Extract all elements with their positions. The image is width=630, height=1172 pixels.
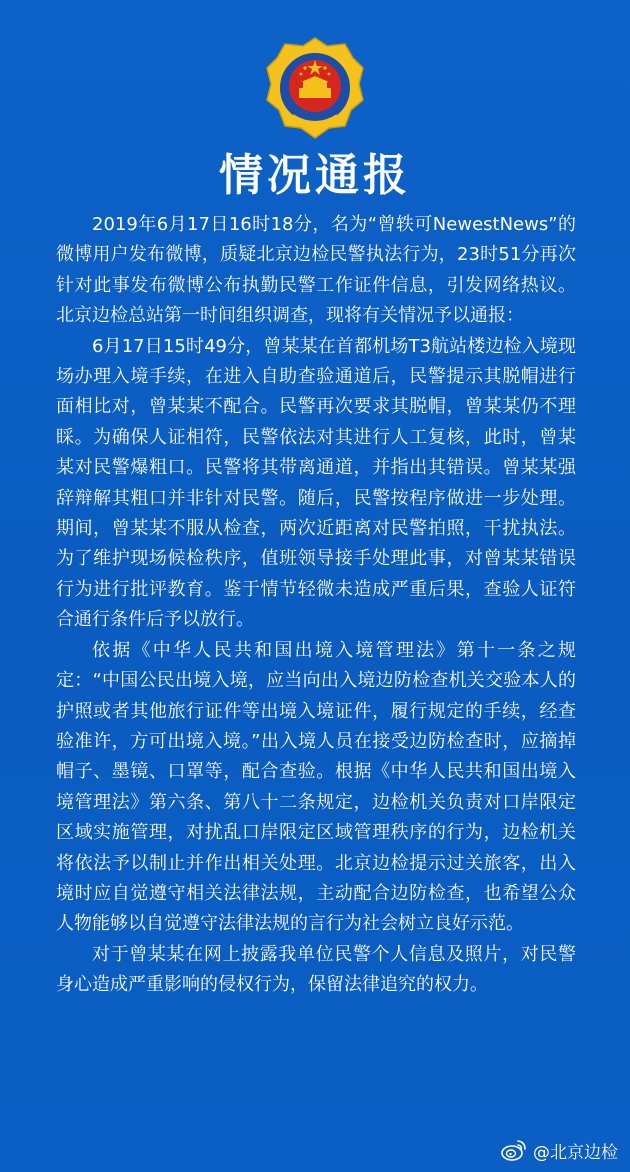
paragraph-reservation: 对于曾某某在网上披露我单位民警个人信息及照片，对民警身心造成严重影响的侵权行为，保留法律追究的权力。 <box>56 943 576 996</box>
paragraph-incident: 6月17日15时49分，曾某某在首都机场T3航站楼边检入境现场办理入境手续，在进入自助查验通道后，民警提示其脱帽进行面相比对，曾某某不配合。民警再次要求其脱帽，曾某某仍不理睬。为确保人证相符，民警依法对其进行人工复核，此时，曾某某对民警爆粗口。民警将其带离通道，并指出其错误。曾某某强辞辩解其粗口并非针对民警。随后，民警按程序做进一步处理。期间，曾某某不服从检查，两次近距离对民警拍照，干扰执法。为了维护现场候检秩序，值班领导接手处理此事，对曾某某错误行为进行批评教育。鉴于情节轻微未造成严重后果，查验人证符合通行条件后予以放行。 <box>56 335 576 631</box>
paragraph-intro: 2019年6月17日16时18分，名为“曾轶可NewestNews”的微博用户发布微博，质疑北京边检民警执法行为，23时51分再次针对此事发布微博公布执勤民警工作证件信息，引发网络热议。北京边检总站第一时间组织调查，现将有关情况予以通报： <box>56 214 576 327</box>
page-title: 情况通报 <box>219 150 411 201</box>
watermark-account: @北京边检 <box>533 1142 618 1163</box>
police-emblem-icon <box>265 36 365 140</box>
paragraph-legal-basis: 依据《中华人民共和国出境入境管理法》第十一条之规定：“中国公民出境入境，应当向出入境边防检查机关交验本人的护照或者其他旅行证件等出境入境证件，履行规定的手续，经查验准许，方可出境入境。”出入境人员在接受边防检查时，应摘掉帽子、墨镜、口罩等，配合查验。根据《中华人民共和国出境入境管理法》第六条、第八十二条规定，边检机关负责对口岸限定区域实施管理，对扰乱口岸限定区域管理秩序的行为，边检机关将依法予以制止并作出相关处理。北京边检提示过关旅客，出入境时应自觉遵守相关法律法规，主动配合边防检查，也希望公众人物能够以自觉遵守法律法规的言行为社会树立良好示范。 <box>56 639 576 935</box>
notice-body <box>56 210 576 1001</box>
weibo-icon <box>501 1139 527 1161</box>
watermark <box>501 1136 618 1164</box>
